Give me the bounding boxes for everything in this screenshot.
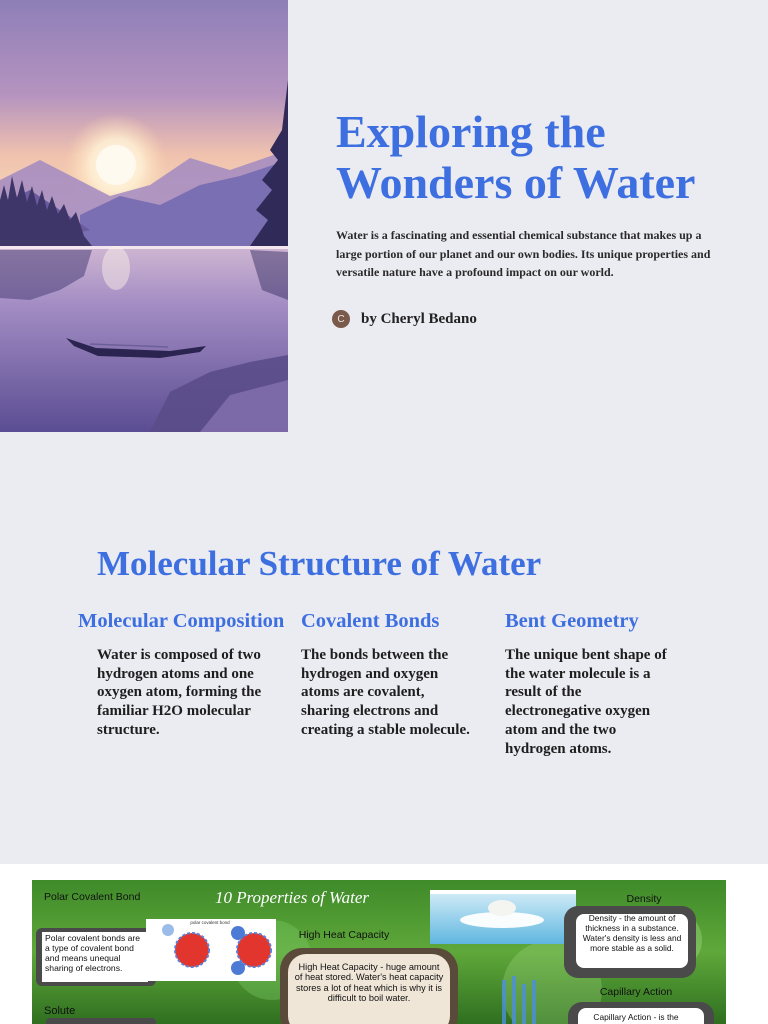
poster-solute-heading: Solute <box>44 1005 76 1017</box>
section-title: Molecular Structure of Water <box>97 544 542 583</box>
hero-image <box>0 0 288 432</box>
column-text-composition: Water is composed of two hydrogen atoms and one oxygen atom, forming the familiar H2O molecular structure. <box>97 647 262 738</box>
column-text-bonds: The bonds between the hydrogen and oxygen atoms are covalent, sharing electrons and creating a stable molecule. <box>301 647 470 738</box>
poster-capillary-heading: Capillary Action <box>599 986 673 998</box>
column-heading-geometry: Bent Geometry <box>505 610 639 632</box>
poster-diagram-label: polar covalent bond <box>190 920 230 925</box>
column-heading-composition: Molecular Composition <box>78 610 285 632</box>
poster-heat-heading: High Heat Capacity <box>298 929 390 941</box>
hero-title: Exploring the Wonders of Water <box>336 106 696 208</box>
poster-polar-text: Polar covalent bonds are a type of covalent bond and means unequal sharing of electrons. <box>45 933 141 973</box>
column-heading-bonds: Covalent Bonds <box>301 610 440 632</box>
author-name: by Cheryl Bedano <box>361 310 477 327</box>
hero-description: Water is a fascinating and essential chemical substance that makes up a large portion of our planet and our own bodies. Its unique properties and versatile nature have a profound impact on our world. <box>336 228 711 279</box>
column-text-geometry: The unique bent shape of the water molecule is a result of the electronegative oxygen atom and the two hydrogen atoms. <box>505 647 667 757</box>
hero-section <box>0 0 768 432</box>
avatar: C <box>332 310 350 328</box>
poster-title: 10 Properties of Water <box>214 888 370 907</box>
poster-polar-heading: Polar Covalent Bond <box>44 891 141 903</box>
author-byline <box>332 310 477 328</box>
poster-heat-text: High Heat Capacity - huge amount of heat stored. Water's heat capacity stores a lot of heat which is why it is difficult to boil water. <box>294 962 444 1003</box>
properties-poster <box>32 880 726 1024</box>
poster-capillary-text: Capillary Action - is the <box>593 1012 679 1022</box>
poster-density-heading: Density <box>626 893 662 905</box>
poster-density-text: Density - the amount of thickness in a substance. Water's density is less and more stable as a solid. <box>582 914 682 953</box>
